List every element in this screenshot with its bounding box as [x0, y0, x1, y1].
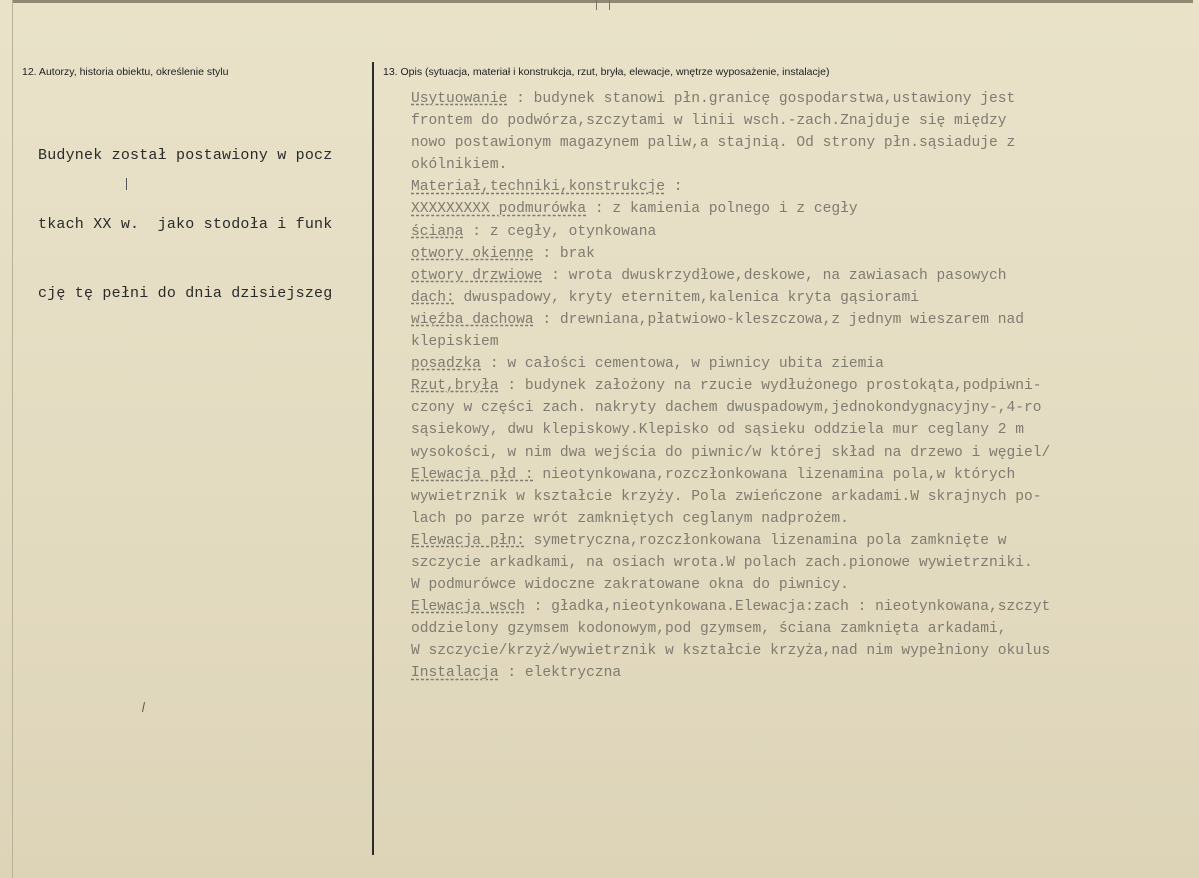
section-13-line [411, 154, 1050, 176]
section-12-header: 12. Autorzy, historia obiektu, określenie stylu [22, 66, 229, 78]
section-13-line-text: : w całości cementowa, w piwnicy ubita ziemia [481, 356, 884, 373]
section-13-line-text: wywietrznik w kształcie krzyży. Pola zwieńczone arkadami.W skrajnych po- [411, 488, 1042, 505]
section-13-line-text: sąsiekowy, dwu klepiskowy.Klepisko od sąsieku oddziela mur ceglany 2 m [411, 422, 1025, 439]
section-13-line-text: : budynek stanowi płn.granicę gospodarstwa,ustawiony jest [507, 91, 1016, 107]
section-12-text [38, 98, 332, 351]
section-13-line-label: otwory okienne [411, 245, 534, 262]
section-13-line-text: czony w części zach. nakryty dachem dwuspadowym,jednokondygnacyjny-,4-ro [411, 400, 1042, 417]
section-13-line [411, 640, 1050, 662]
left-edge [12, 0, 13, 878]
section-13-line-text: : drewniana,płatwiowo-kleszczowa,z jednym wieszarem nad [533, 311, 1025, 328]
section-13-line [411, 596, 1050, 618]
section-13-line [411, 176, 1050, 198]
section-13-line [411, 662, 1050, 684]
section-13-line-text: : elektryczna [498, 665, 622, 682]
section-13-line-text: : z kamienia polnego i z cegły [586, 201, 858, 218]
section-13-line [411, 331, 1050, 353]
section-13-line [411, 110, 1050, 132]
section-13-text [411, 88, 1050, 685]
pen-mark [142, 702, 145, 712]
section-12-line: tkach XX w. jako stodoła i funk [38, 216, 333, 233]
section-13-line-label: posadzka [411, 356, 482, 373]
section-13-header: 13. Opis (sytuacja, materiał i konstrukcja, rzut, bryła, elewacje, wnętrze wyposażenie, instalacje) [383, 66, 830, 78]
section-13-line-text: nieotynkowana,rozczłonkowana lizenamina pola,w których [533, 466, 1016, 483]
section-13-line-label: Elewacja wsch [411, 599, 525, 616]
section-13-line-label: Rzut,bryła [411, 378, 499, 395]
section-13-line [411, 397, 1050, 419]
section-13-line-label: dach: [411, 289, 455, 306]
section-13-line-label: Elewacja płn: [411, 532, 525, 549]
section-13-line [411, 309, 1050, 331]
section-13-line-text: : brak [533, 245, 595, 262]
section-12-line: cję tę pełni do dnia dzisiejszeg [38, 285, 333, 302]
section-13-line [411, 530, 1050, 552]
section-13-line [411, 353, 1050, 375]
section-13-line-text: : wrota dwuskrzydłowe,deskowe, na zawiasach pasowych [542, 267, 1007, 284]
pen-mark [126, 178, 127, 190]
section-13-line-text: W szczycie/krzyż/wywietrznik w kształcie krzyża,nad nim wypełniony okulus [411, 643, 1051, 660]
section-13-line [411, 442, 1050, 464]
section-13-line [411, 486, 1050, 508]
section-13-line-text: symetryczna,rozczłonkowana lizenamina pola zamknięte w [524, 532, 1007, 549]
section-13-line-text: klepiskiem [411, 334, 499, 351]
section-13-line-text: : [664, 179, 683, 196]
section-13-line [411, 287, 1050, 309]
section-13-line-label: Elewacja płd : [411, 466, 534, 483]
section-13-line-label: XXXXXXXXX podmurówka [411, 201, 587, 218]
section-13-line [411, 243, 1050, 265]
section-13-line-text: frontem do podwórza,szczytami w linii wsch.-zach.Znajduje się między [411, 113, 1007, 130]
section-13-line [411, 88, 1050, 110]
section-13-line-text: nowo postawionym magazynem paliw,a stajnią. Od strony płn.sąsiaduje z [411, 135, 1016, 152]
section-13-line-label: Materiał,techniki,konstrukcje [411, 179, 665, 196]
section-13-line-text: wysokości, w nim dwa wejścia do piwnic/w której skład na drzewo i węgiel/ [411, 444, 1051, 461]
section-13-line-text: : budynek założony na rzucie wydłużonego prostokąta,podpiwni- [498, 378, 1042, 395]
section-13-line [411, 574, 1050, 596]
section-13-line [411, 508, 1050, 530]
section-13-line [411, 221, 1050, 243]
section-13-line [411, 265, 1050, 287]
section-13-line-text: dwuspadowy, kryty eternitem,kalenica kryta gąsiorami [454, 289, 919, 306]
section-13-line-text: : gładka,nieotynkowana.Elewacja:zach : nieotynkowana,szczyt [524, 599, 1051, 616]
section-13-line [411, 198, 1050, 220]
section-13-line-text: : z cegły, otynkowana [463, 223, 657, 240]
section-13-line-text: szczycie arkadkami, na osiach wrota.W polach zach.pionowe wywietrzniki. [411, 554, 1033, 571]
section-13-line-text: W podmurówce widoczne zakratowane okna do piwnicy. [411, 577, 849, 594]
section-13-line [411, 618, 1050, 640]
section-13-line-text: lach po parze wrót zamkniętych ceglanym nadprożem. [411, 510, 849, 527]
section-13-line-label: Usytuowanie [411, 91, 508, 107]
section-13-line-label: ściana [411, 223, 464, 240]
section-13-line [411, 375, 1050, 397]
top-notch [596, 0, 610, 10]
section-13-line [411, 419, 1050, 441]
column-divider [372, 62, 374, 855]
section-12-line: Budynek został postawiony w pocz [38, 147, 333, 164]
section-13-line-text: okólnikiem. [411, 157, 508, 174]
section-13-line-label: Instalacja [411, 665, 499, 682]
section-13-line-text: oddzielony gzymsem kodonowym,pod gzymsem, ściana zamknięta arkadami, [411, 621, 1007, 638]
section-13-line-label: więźba dachowa [411, 311, 534, 328]
section-13-line-label: otwory drzwiowe [411, 267, 543, 284]
section-13-line [411, 552, 1050, 574]
section-13-line [411, 464, 1050, 486]
section-13-line [411, 132, 1050, 154]
